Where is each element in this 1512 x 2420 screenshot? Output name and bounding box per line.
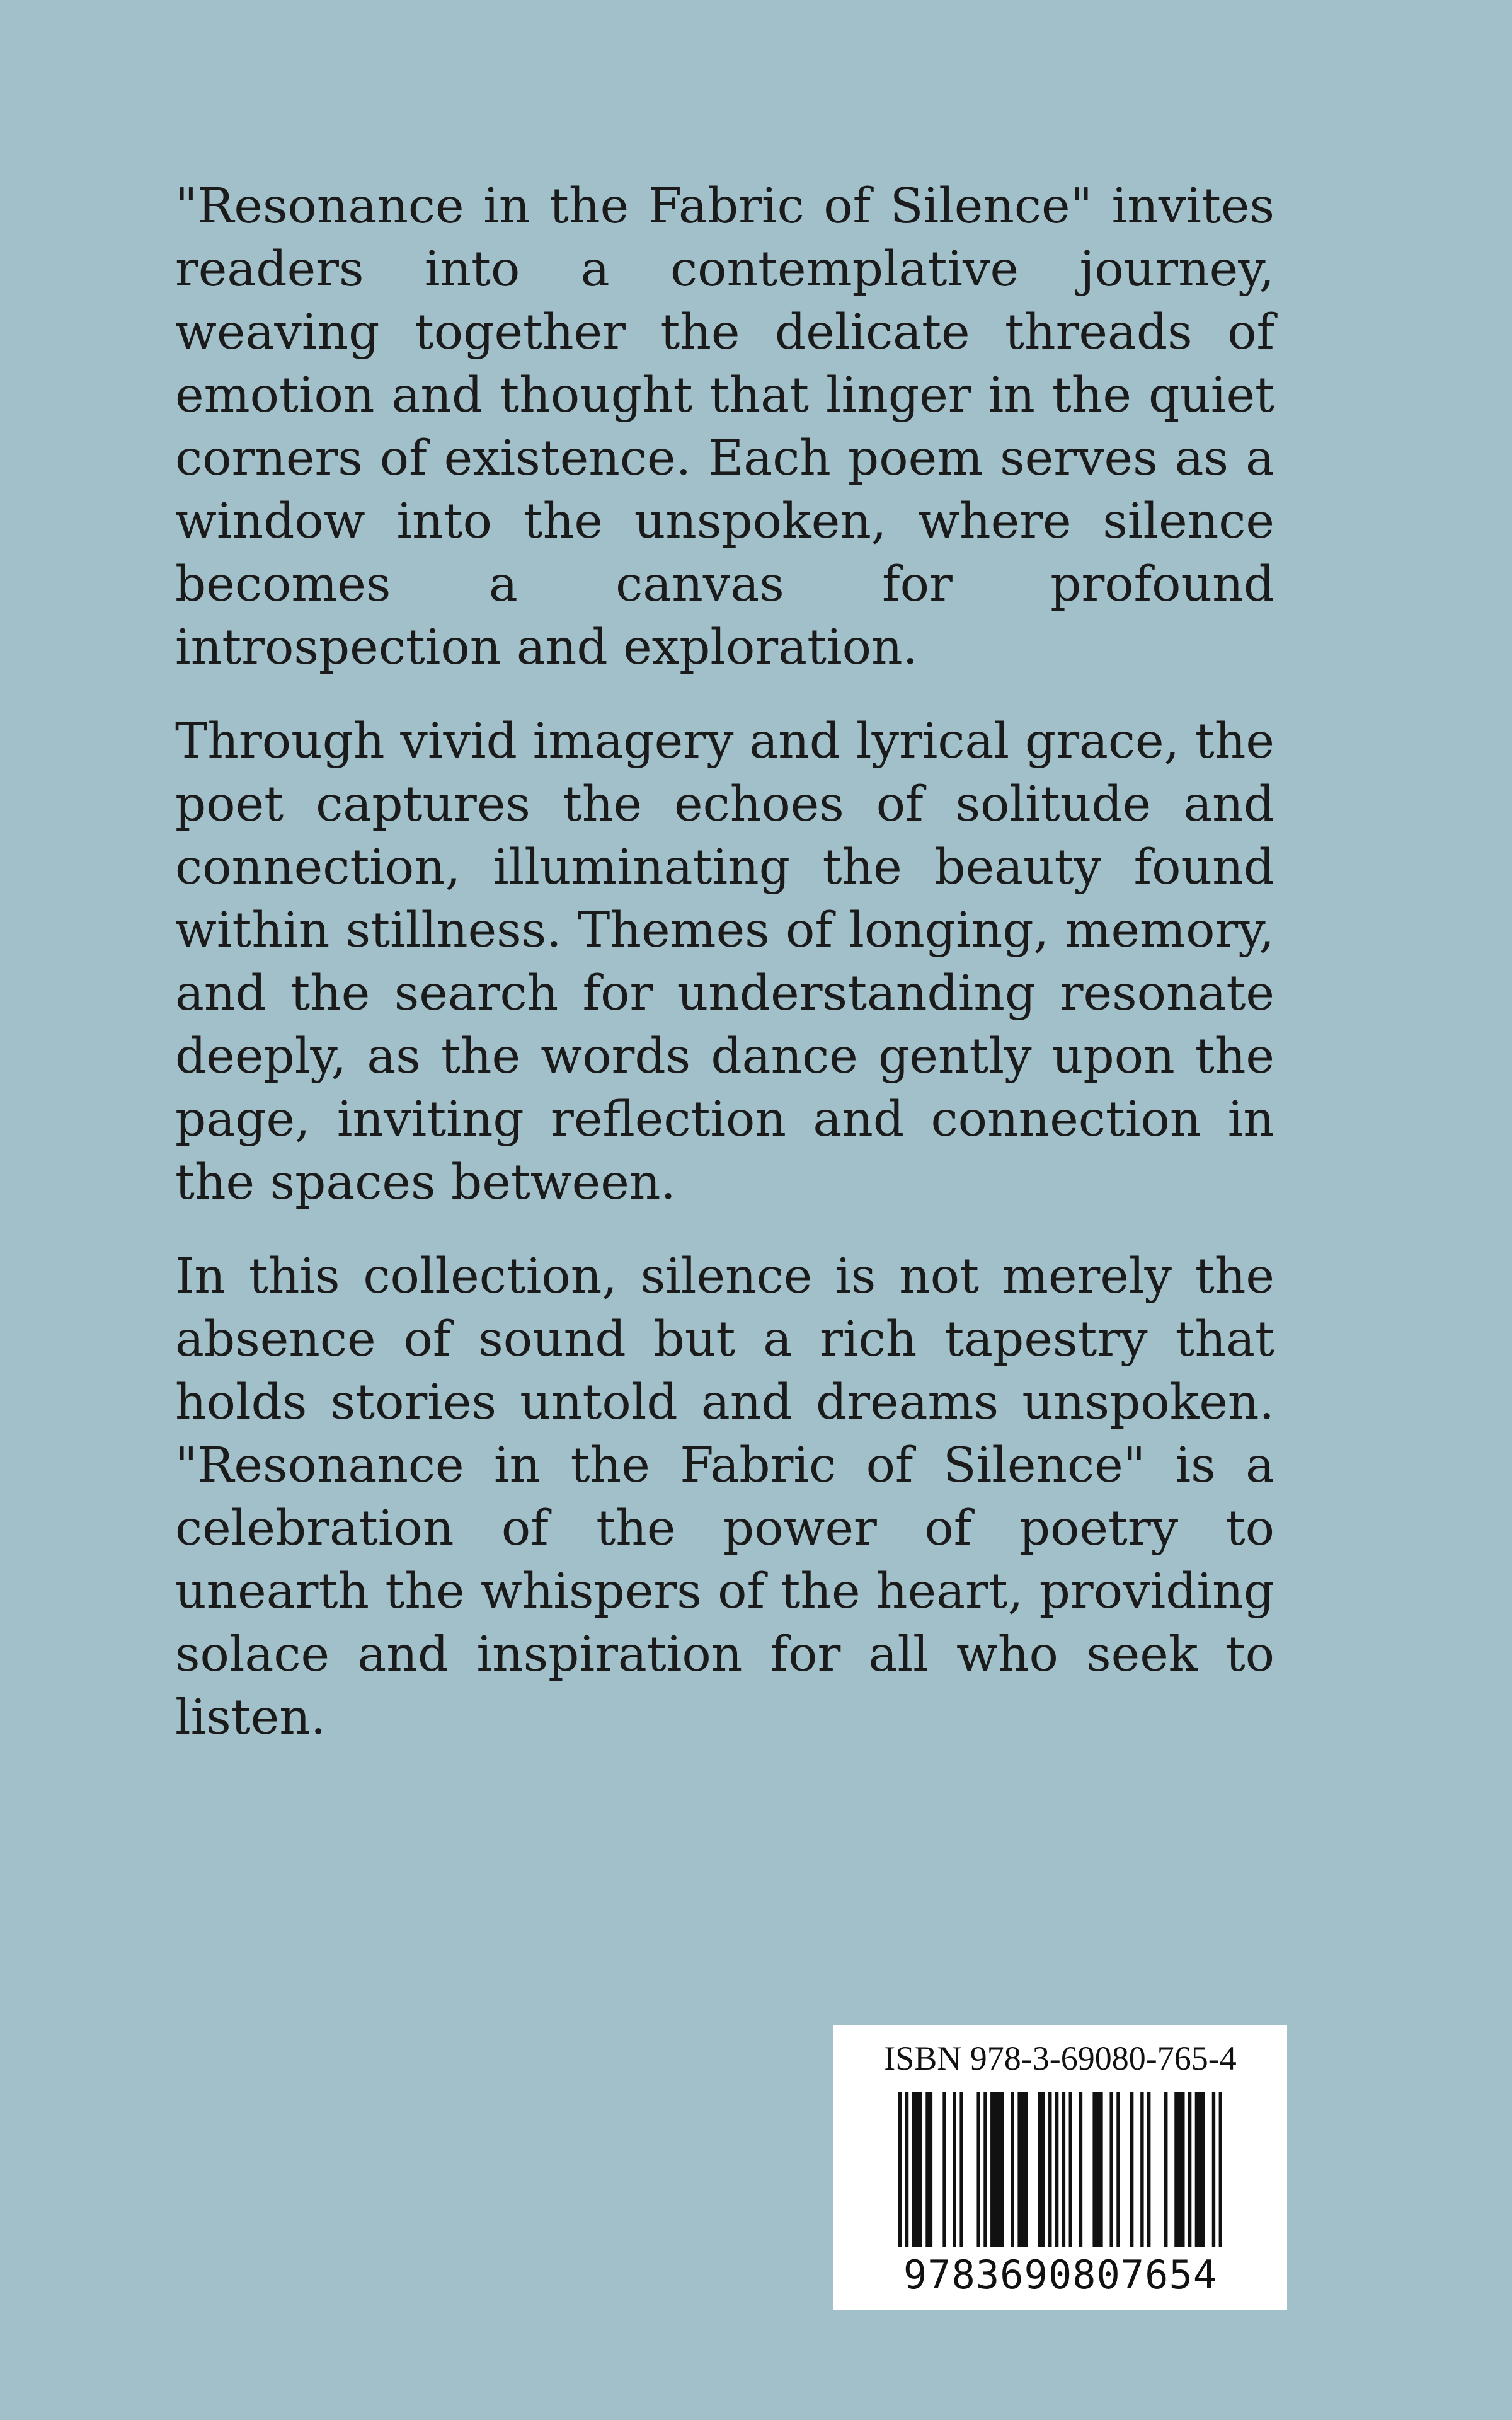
barcode-bar — [1164, 2092, 1167, 2247]
barcode-bar — [942, 2092, 946, 2247]
barcode-bar — [1212, 2092, 1215, 2247]
barcode-bar — [1174, 2092, 1184, 2247]
barcode-bar — [1130, 2092, 1133, 2247]
barcode-bar — [905, 2092, 908, 2247]
barcode-bar — [1092, 2092, 1102, 2247]
barcode-bar — [898, 2092, 902, 2247]
barcode-bar — [1109, 2092, 1113, 2247]
blurb-paragraph-1: "Resonance in the Fabric of Silence" invites readers into a contemplative journey, weaving together the delicate threads of emotion and thought that linger in the quiet corners of existence. Each poem serves as a window into the unspoken, where silence becomes a canvas for profound introspection and exploration. — [175, 178, 1274, 676]
isbn-barcode-panel — [833, 2025, 1287, 2310]
isbn-label: ISBN 978-3-69080-765-4 — [884, 2039, 1237, 2077]
barcode-bar — [1116, 2092, 1120, 2247]
barcode-bar — [1038, 2092, 1045, 2247]
barcode-digits: 9783690807654 — [903, 2252, 1218, 2298]
barcode-bar — [912, 2092, 922, 2247]
barcode-bar — [1062, 2092, 1065, 2247]
barcode-bar — [1048, 2092, 1051, 2247]
blurb-text — [175, 175, 1274, 1780]
barcode-bar — [1017, 2092, 1028, 2247]
barcode-bar — [953, 2092, 956, 2247]
barcode-bar — [1195, 2092, 1205, 2247]
blurb-paragraph-3: In this collection, silence is not merely the absence of sound but a rich tapestry that holds stories untold and dreams unspoken. "Resonance in the Fabric of Silence" is a celebration of the power of poetry to unearth the whispers of the heart, providing solace and inspiration for all who seek to listen. — [175, 1248, 1274, 1746]
barcode-bar — [1011, 2092, 1014, 2247]
barcode-bar — [1147, 2092, 1150, 2247]
barcode-bar — [1079, 2092, 1082, 2247]
barcode-bar — [959, 2092, 963, 2247]
barcode-bar — [976, 2092, 980, 2247]
barcode-bar — [1188, 2092, 1191, 2247]
barcode-bar — [1069, 2092, 1072, 2247]
barcode-bar — [1219, 2092, 1222, 2247]
barcode-bar — [925, 2092, 932, 2247]
blurb-paragraph-2: Through vivid imagery and lyrical grace, the poet captures the echoes of solitude and connection, illuminating the beauty found within stillness. Themes of longing, memory, and the search for understanding resonate deeply, as the words dance gently upon the page, inviting reflection and connection in the spaces between. — [175, 713, 1274, 1211]
barcode-bar — [983, 2092, 987, 2247]
barcode-bar — [990, 2092, 1004, 2247]
barcode-bar — [1140, 2092, 1143, 2247]
barcode-bar — [1055, 2092, 1058, 2247]
barcode-bars — [898, 2092, 1222, 2247]
